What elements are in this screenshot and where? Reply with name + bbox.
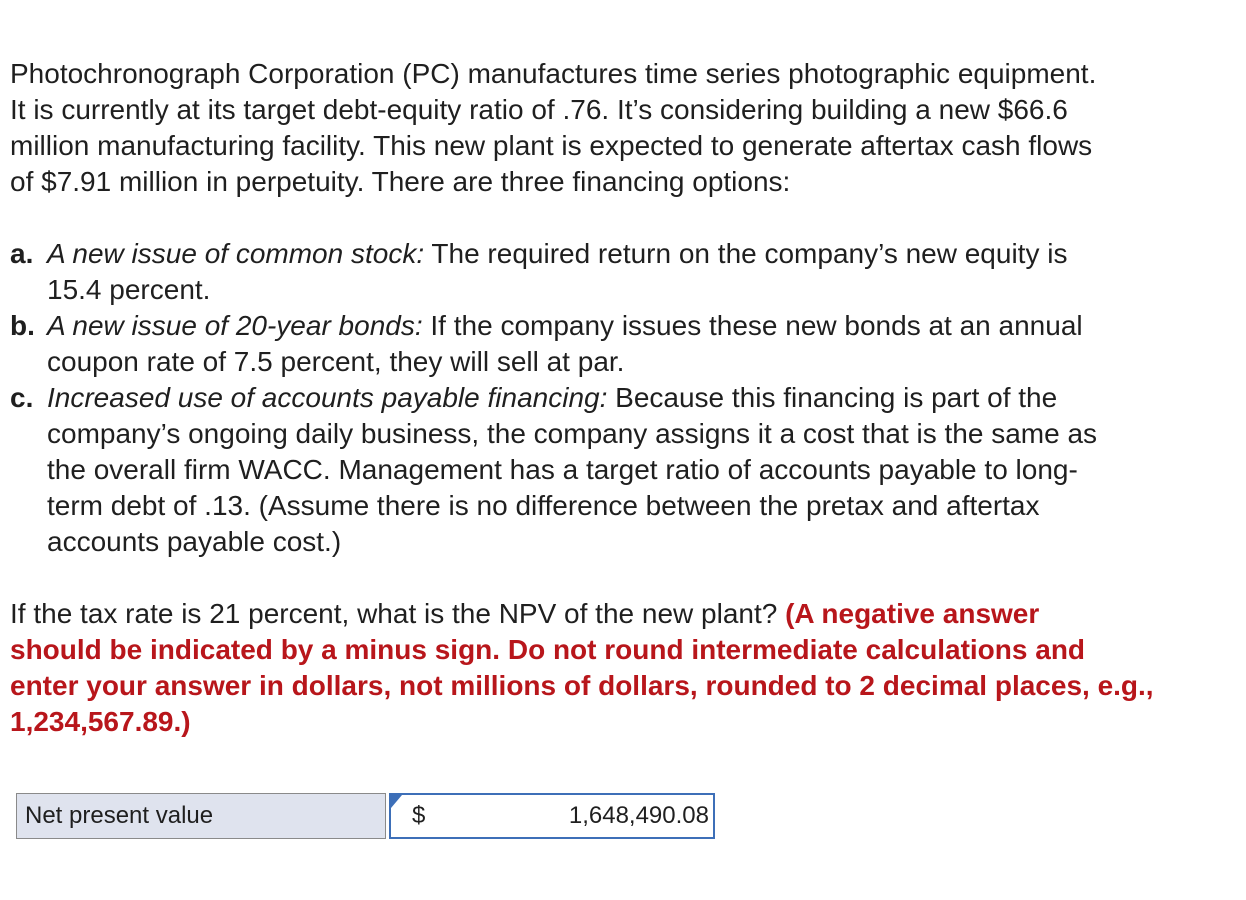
intro-line: million manufacturing facility. This new plant is expected to generate aftertax cash flows xyxy=(10,130,1093,161)
financing-option-b xyxy=(10,308,1246,380)
option-first-line xyxy=(47,236,1246,272)
option-first-line xyxy=(47,308,1246,344)
flag-corner-icon xyxy=(391,795,402,808)
financing-option-a xyxy=(10,236,1246,308)
instruction-text: (A negative answer xyxy=(785,598,1040,629)
option-text: If the company issues these new bonds at an annual xyxy=(422,310,1083,341)
intro-line: Photochronograph Corporation (PC) manufactures time series photographic equipment. xyxy=(10,58,1097,89)
financing-options-list xyxy=(10,236,1246,560)
currency-symbol: $ xyxy=(412,802,426,829)
instruction-line: should be indicated by a minus sign. Do not round intermediate calculations and xyxy=(10,634,1086,665)
option-line: coupon rate of 7.5 percent, they will sell at par. xyxy=(47,346,625,377)
problem-content xyxy=(10,56,1246,740)
answer-row xyxy=(16,793,715,839)
instruction-line: 1,234,567.89.) xyxy=(10,706,191,737)
option-line: company’s ongoing daily business, the company assigns it a cost that is the same as xyxy=(47,418,1098,449)
question-first-line xyxy=(10,596,1246,632)
intro-paragraph xyxy=(10,56,1246,200)
intro-line: It is currently at its target debt-equity ratio of .76. It’s considering building a new $66.6 xyxy=(10,94,1068,125)
option-line: the overall firm WACC. Management has a target ratio of accounts payable to long- xyxy=(47,454,1078,485)
option-letter: c. xyxy=(10,382,34,413)
question-text: If the tax rate is 21 percent, what is the NPV of the new plant? xyxy=(10,598,786,629)
instruction-line: enter your answer in dollars, not millions of dollars, rounded to 2 decimal places, e.g., xyxy=(10,670,1154,701)
answer-value[interactable]: 1,648,490.08 xyxy=(568,802,709,829)
option-title: A new issue of 20-year bonds: xyxy=(47,310,423,341)
option-title: A new issue of common stock: xyxy=(47,238,425,269)
option-title: Increased use of accounts payable financing: xyxy=(47,382,608,413)
option-letter: b. xyxy=(10,310,35,341)
answer-label: Net present value xyxy=(16,793,386,839)
option-line: 15.4 percent. xyxy=(47,274,211,305)
financing-option-c xyxy=(10,380,1246,560)
npv-answer-input[interactable] xyxy=(389,793,715,839)
intro-line: of $7.91 million in perpetuity. There are three financing options: xyxy=(10,166,791,197)
option-first-line xyxy=(47,380,1246,416)
question-paragraph xyxy=(10,596,1246,740)
option-text: Because this financing is part of the xyxy=(607,382,1058,413)
option-line: term debt of .13. (Assume there is no difference between the pretax and aftertax xyxy=(47,490,1040,521)
option-line: accounts payable cost.) xyxy=(47,526,342,557)
option-letter: a. xyxy=(10,238,34,269)
option-text: The required return on the company’s new equity is xyxy=(424,238,1068,269)
